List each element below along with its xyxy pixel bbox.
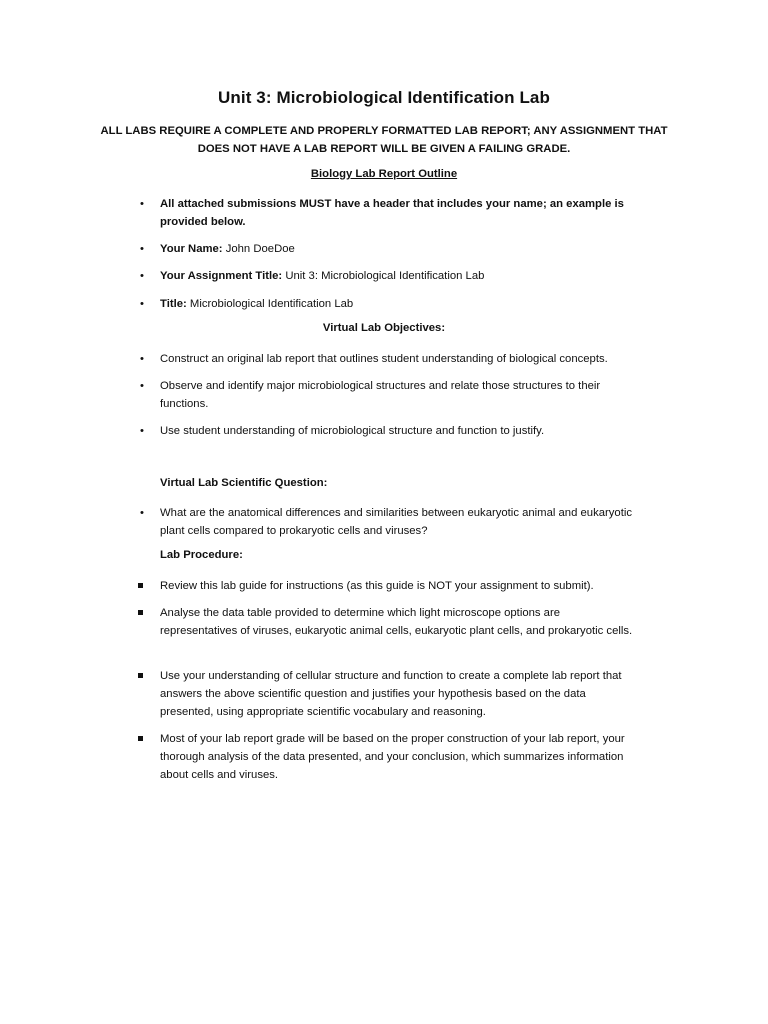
question-heading: Virtual Lab Scientific Question:	[160, 477, 328, 489]
bullet-icon: •	[140, 270, 144, 282]
list-item-text: All attached submissions MUST have a header that includes your name; an example is provided below.	[160, 198, 624, 228]
grading-warning: ALL LABS REQUIRE A COMPLETE AND PROPERLY FORMATTED LAB REPORT; ANY ASSIGNMENT THAT DOES NOT HAVE A LAB REPORT WILL BE GIVEN A FAILING GRADE.	[100, 125, 668, 155]
bullet-icon: •	[140, 425, 144, 437]
page-title: Unit 3: Microbiological Identification Lab	[218, 88, 550, 107]
list-item-text: Most of your lab report grade will be based on the proper construction of your lab report, your thorough analysis of the data presented, and your conclusion, which summarizes information about cells and viruses.	[160, 733, 625, 781]
square-bullet-icon	[138, 673, 143, 678]
list-item-text: Review this lab guide for instructions (as this guide is NOT your assignment to submit).	[160, 580, 594, 592]
square-bullet-icon	[138, 736, 143, 741]
square-bullet-icon	[138, 610, 143, 615]
bullet-icon: •	[140, 298, 144, 310]
bullet-icon: •	[140, 198, 144, 210]
list-item-text: Construct an original lab report that outlines student understanding of biological concepts.	[160, 353, 608, 365]
list-item-text: Use student understanding of microbiological structure and function to justify.	[160, 425, 545, 437]
list-item-text: Your Name: John DoeDoe	[160, 243, 295, 255]
list-item-text: Your Assignment Title: Unit 3: Microbiological Identification Lab	[160, 270, 485, 282]
list-item-text: Analyse the data table provided to determine which light microscope options are representatives of viruses, eukaryotic animal cells, eukaryotic plant cells, and prokaryotic cells.	[160, 607, 633, 637]
outline-heading: Biology Lab Report Outline	[310, 168, 458, 180]
list-item-text: Use your understanding of cellular structure and function to create a complete lab report that answers the above scientific question and justifies your hypothesis based on the data presented, using appropriate scientific vocabulary and reasoning.	[160, 670, 622, 718]
list-item-text: What are the anatomical differences and similarities between eukaryotic animal and eukaryotic plant cells compared to prokaryotic cells and viruses?	[160, 507, 632, 537]
procedure-heading: Lab Procedure:	[160, 549, 243, 561]
objectives-heading: Virtual Lab Objectives:	[322, 322, 446, 334]
bullet-icon: •	[140, 380, 144, 392]
bullet-icon: •	[140, 507, 144, 519]
bullet-icon: •	[140, 353, 144, 365]
list-item-text: Observe and identify major microbiological structures and relate those structures to their functions.	[160, 380, 601, 410]
list-item-text: Title: Microbiological Identification Lab	[160, 298, 354, 310]
bullet-icon: •	[140, 243, 144, 255]
square-bullet-icon	[138, 583, 143, 588]
